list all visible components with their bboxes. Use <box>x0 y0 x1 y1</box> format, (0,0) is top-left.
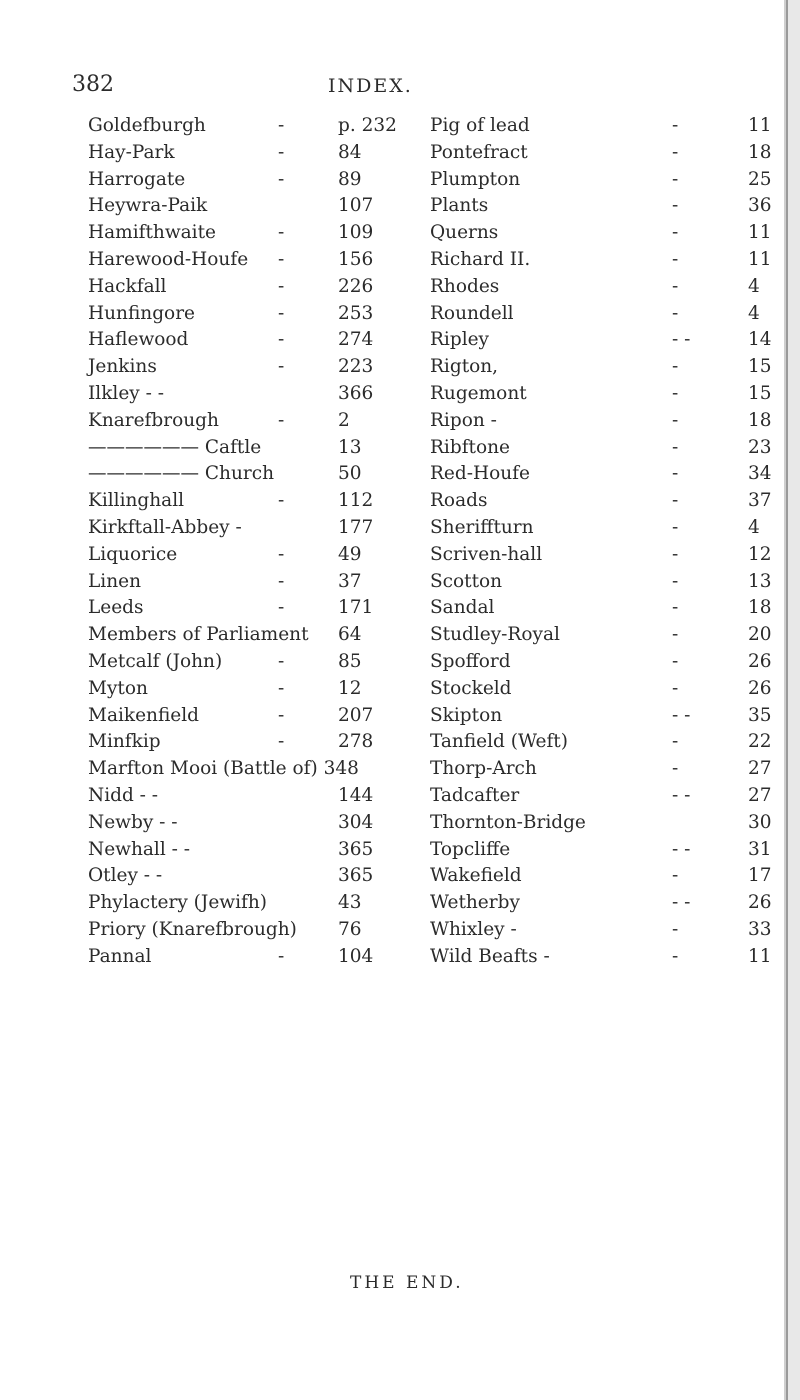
entry-dash: - <box>278 651 285 672</box>
entry-dash: - <box>278 276 285 297</box>
index-entry <box>430 139 780 167</box>
entry-name: Spofford <box>430 651 511 672</box>
entry-dash: - <box>278 544 285 565</box>
index-entry <box>430 541 780 569</box>
entry-name: Linen <box>88 571 141 592</box>
entry-name: Rhodes <box>430 276 500 297</box>
index-entry <box>430 487 780 515</box>
entry-dash: - <box>672 303 679 324</box>
entry-name: Sheriffturn <box>430 517 534 538</box>
index-entry <box>88 594 388 622</box>
index-entry <box>430 434 780 462</box>
entry-name: Goldefburgh <box>88 115 206 136</box>
entry-name: Leeds <box>88 597 144 618</box>
entry-page: 11 <box>748 946 772 967</box>
entry-page: 31 <box>748 839 772 860</box>
entry-page: 76 <box>338 919 362 940</box>
index-entry <box>88 943 388 971</box>
entry-name: Skipton <box>430 705 503 726</box>
entry-dash: - <box>672 865 679 886</box>
entry-dash: - <box>672 115 679 136</box>
entry-name: Ripley <box>430 329 490 350</box>
index-entry <box>430 702 780 730</box>
index-entry <box>88 809 388 837</box>
entry-name: Heywra-Paik <box>88 195 208 216</box>
entry-page: 11 <box>748 115 772 136</box>
entry-dash: - <box>278 329 285 350</box>
index-entry <box>430 192 780 220</box>
entry-name: Liquorice <box>88 544 178 565</box>
entry-name: Pannal <box>88 946 152 967</box>
entry-name: Marfton Mooi (Battle of) 348 <box>88 758 359 779</box>
entry-name: Thorp-Arch <box>430 758 537 779</box>
entry-name: Wetherby <box>430 892 520 913</box>
entry-name: Hackfall <box>88 276 167 297</box>
index-entry <box>88 192 388 220</box>
entry-name: Richard II. <box>430 249 531 270</box>
index-entry <box>430 246 780 274</box>
page-edge <box>786 0 800 1400</box>
running-head: INDEX. <box>328 75 413 97</box>
entry-dash: - <box>672 919 679 940</box>
entry-page: 12 <box>748 544 772 565</box>
entry-page: 26 <box>748 651 772 672</box>
entry-page: 112 <box>338 490 374 511</box>
entry-page: 223 <box>338 356 374 377</box>
entry-name: Roundell <box>430 303 514 324</box>
entry-page: 25 <box>748 169 772 190</box>
index-entry <box>430 219 780 247</box>
index-entry <box>430 166 780 194</box>
entry-name: Wakefield <box>430 865 522 886</box>
entry-dash: - <box>672 544 679 565</box>
entry-name: Metcalf (John) <box>88 651 223 672</box>
entry-page: 11 <box>748 222 772 243</box>
entry-page: 107 <box>338 195 374 216</box>
entry-page: 22 <box>748 731 772 752</box>
index-entry <box>88 112 397 140</box>
entry-dash: - <box>278 249 285 270</box>
entry-dash: - <box>672 758 679 779</box>
entry-name: Priory (Knarefbrough) <box>88 919 297 940</box>
entry-page: 64 <box>338 624 362 645</box>
entry-dash: - - <box>672 329 691 350</box>
entry-page: 85 <box>338 651 362 672</box>
entry-page: 26 <box>748 892 772 913</box>
entry-page: 15 <box>748 383 772 404</box>
index-entry <box>430 353 780 381</box>
entry-dash: - <box>278 169 285 190</box>
entry-dash: - <box>278 490 285 511</box>
entry-page: 4 <box>748 276 760 297</box>
entry-page: 20 <box>748 624 772 645</box>
index-entry <box>88 728 388 756</box>
index-entry <box>88 862 388 890</box>
entry-page: 15 <box>748 356 772 377</box>
index-entry <box>430 889 780 917</box>
entry-name: Knarefbrough <box>88 410 219 431</box>
index-entry <box>430 809 780 837</box>
entry-name: Hay-Park <box>88 142 175 163</box>
entry-page: 11 <box>748 249 772 270</box>
page-number: 382 <box>72 72 114 97</box>
end-mark: THE END. <box>350 1273 464 1293</box>
entry-dash: - <box>672 517 679 538</box>
entry-name: Plumpton <box>430 169 521 190</box>
index-entry <box>88 675 388 703</box>
entry-page: 18 <box>748 410 772 431</box>
entry-name: Maikenfield <box>88 705 200 726</box>
entry-dash: - <box>278 115 285 136</box>
entry-dash: - <box>672 490 679 511</box>
index-entry <box>430 675 780 703</box>
entry-name: Tadcafter <box>430 785 520 806</box>
index-entry <box>88 460 388 488</box>
entry-page: 50 <box>338 463 362 484</box>
index-entry <box>88 434 388 462</box>
entry-dash: - <box>278 678 285 699</box>
entry-dash: - <box>278 410 285 431</box>
entry-name: —————— Caftle <box>88 437 262 458</box>
entry-name: Nidd - - <box>88 785 159 806</box>
entry-dash: - <box>672 195 679 216</box>
entry-page: 365 <box>338 865 374 886</box>
entry-page: 37 <box>338 571 362 592</box>
entry-name: Harewood-Houfe <box>88 249 249 270</box>
index-entry <box>88 836 388 864</box>
entry-dash: - <box>672 222 679 243</box>
entry-page: 35 <box>748 705 772 726</box>
entry-dash: - <box>672 383 679 404</box>
entry-name: Killinghall <box>88 490 185 511</box>
index-entry <box>88 621 388 649</box>
entry-page: 23 <box>748 437 772 458</box>
entry-page: 49 <box>338 544 362 565</box>
index-entry <box>88 166 388 194</box>
entry-page: 34 <box>748 463 772 484</box>
entry-dash: - <box>672 463 679 484</box>
entry-name: Scotton <box>430 571 503 592</box>
entry-name: Topcliffe <box>430 839 511 860</box>
entry-dash: - <box>278 571 285 592</box>
entry-dash: - - <box>672 839 691 860</box>
index-entry <box>88 139 388 167</box>
entry-page: 33 <box>748 919 772 940</box>
entry-name: Pontefract <box>430 142 528 163</box>
entry-page: 253 <box>338 303 374 324</box>
entry-page: 177 <box>338 517 374 538</box>
entry-page: 274 <box>338 329 374 350</box>
entry-dash: - <box>278 731 285 752</box>
entry-dash: - <box>672 571 679 592</box>
entry-name: —————— Church <box>88 463 274 484</box>
entry-name: Wild Beafts - <box>430 946 550 967</box>
index-entry <box>88 568 388 596</box>
entry-name: Rigton, <box>430 356 499 377</box>
index-entry <box>430 916 780 944</box>
entry-name: Members of Parliament <box>88 624 309 645</box>
index-entry <box>430 648 780 676</box>
index-entry <box>430 568 780 596</box>
entry-name: Whixley - <box>430 919 517 940</box>
entry-name: Red-Houfe <box>430 463 530 484</box>
entry-page: 365 <box>338 839 374 860</box>
entry-page: 144 <box>338 785 374 806</box>
entry-dash: - <box>278 356 285 377</box>
entry-name: Tanfield (Weft) <box>430 731 568 752</box>
entry-page: 304 <box>338 812 374 833</box>
entry-page: 13 <box>338 437 362 458</box>
entry-dash: - - <box>672 892 691 913</box>
entry-name: Jenkins <box>88 356 157 377</box>
entry-dash: - <box>278 946 285 967</box>
index-entry <box>88 648 388 676</box>
entry-page: 26 <box>748 678 772 699</box>
entry-name: Ripon - <box>430 410 497 431</box>
entry-page: 366 <box>338 383 374 404</box>
index-entry <box>430 836 780 864</box>
entry-name: Newhall - - <box>88 839 191 860</box>
entry-dash: - <box>672 731 679 752</box>
index-entry <box>430 460 780 488</box>
entry-page: 37 <box>748 490 772 511</box>
entry-name: Roads <box>430 490 488 511</box>
entry-dash: - <box>672 946 679 967</box>
index-entry <box>88 219 388 247</box>
entry-page: 2 <box>338 410 350 431</box>
entry-name: Scriven-hall <box>430 544 543 565</box>
entry-name: Minfkip <box>88 731 161 752</box>
entry-name: Stockeld <box>430 678 512 699</box>
entry-dash: - <box>672 678 679 699</box>
entry-page: 207 <box>338 705 374 726</box>
entry-page: 226 <box>338 276 374 297</box>
entry-page: 12 <box>338 678 362 699</box>
index-entry <box>88 273 388 301</box>
entry-page: 18 <box>748 597 772 618</box>
index-entry <box>88 353 388 381</box>
entry-page: 104 <box>338 946 374 967</box>
entry-dash: - <box>672 169 679 190</box>
index-entry <box>88 889 388 917</box>
entry-page: 156 <box>338 249 374 270</box>
index-entry <box>88 541 388 569</box>
index-entry <box>430 112 780 140</box>
entry-page: 4 <box>748 303 760 324</box>
index-entry <box>430 300 780 328</box>
entry-page: 27 <box>748 785 772 806</box>
entry-dash: - <box>672 249 679 270</box>
entry-name: Studley-Royal <box>430 624 560 645</box>
entry-name: Hunfingore <box>88 303 195 324</box>
entry-dash: - <box>278 142 285 163</box>
entry-page: 43 <box>338 892 362 913</box>
entry-name: Otley - - <box>88 865 163 886</box>
entry-dash: - <box>672 437 679 458</box>
entry-dash: - <box>672 624 679 645</box>
index-entry <box>430 943 780 971</box>
index-entry <box>430 514 780 542</box>
entry-dash: - <box>278 597 285 618</box>
entry-page: p. 232 <box>338 115 397 136</box>
entry-page: 14 <box>748 329 772 350</box>
page-edge-line <box>784 0 786 1400</box>
entry-name: Rugemont <box>430 383 527 404</box>
entry-page: 278 <box>338 731 374 752</box>
entry-dash: - - <box>672 705 691 726</box>
index-entry <box>88 487 388 515</box>
entry-name: Kirkftall-Abbey - <box>88 517 242 538</box>
index-entry <box>88 407 388 435</box>
index-entry <box>88 246 388 274</box>
entry-page: 84 <box>338 142 362 163</box>
entry-dash: - <box>672 597 679 618</box>
entry-page: 4 <box>748 517 760 538</box>
entry-page: 17 <box>748 865 772 886</box>
index-entry <box>430 326 780 354</box>
index-entry <box>430 782 780 810</box>
entry-dash: - <box>672 276 679 297</box>
entry-name: Harrogate <box>88 169 186 190</box>
index-entry <box>88 916 388 944</box>
entry-page: 171 <box>338 597 374 618</box>
entry-name: Pig of lead <box>430 115 530 136</box>
index-entry <box>88 300 388 328</box>
index-entry <box>430 380 780 408</box>
entry-name: Hamifthwaite <box>88 222 216 243</box>
index-entry <box>430 273 780 301</box>
entry-name: Thornton-Bridge <box>430 812 586 833</box>
entry-name: Ribftone <box>430 437 510 458</box>
index-entry <box>430 407 780 435</box>
entry-name: Newby - - <box>88 812 178 833</box>
entry-page: 27 <box>748 758 772 779</box>
entry-dash: - <box>278 303 285 324</box>
entry-page: 30 <box>748 812 772 833</box>
entry-dash: - <box>278 705 285 726</box>
index-entry <box>88 782 388 810</box>
entry-page: 13 <box>748 571 772 592</box>
entry-dash: - <box>672 410 679 431</box>
index-entry <box>430 621 780 649</box>
entry-dash: - <box>278 222 285 243</box>
entry-name: Haflewood <box>88 329 189 350</box>
entry-name: Ilkley - - <box>88 383 165 404</box>
entry-page: 18 <box>748 142 772 163</box>
entry-name: Plants <box>430 195 489 216</box>
entry-page: 109 <box>338 222 374 243</box>
entry-dash: - <box>672 142 679 163</box>
index-entry <box>430 862 780 890</box>
index-entry <box>88 702 388 730</box>
entry-dash: - <box>672 356 679 377</box>
index-entry <box>88 326 388 354</box>
entry-name: Querns <box>430 222 499 243</box>
index-entry <box>88 514 388 542</box>
entry-name: Phylactery (Jewifh) <box>88 892 267 913</box>
index-entry <box>430 755 780 783</box>
entry-page: 89 <box>338 169 362 190</box>
index-entry <box>88 755 388 783</box>
entry-dash: - - <box>672 785 691 806</box>
index-entry <box>88 380 388 408</box>
entry-dash: - <box>672 651 679 672</box>
entry-page: 36 <box>748 195 772 216</box>
index-entry <box>430 728 780 756</box>
entry-name: Myton <box>88 678 148 699</box>
entry-name: Sandal <box>430 597 495 618</box>
index-entry <box>430 594 780 622</box>
